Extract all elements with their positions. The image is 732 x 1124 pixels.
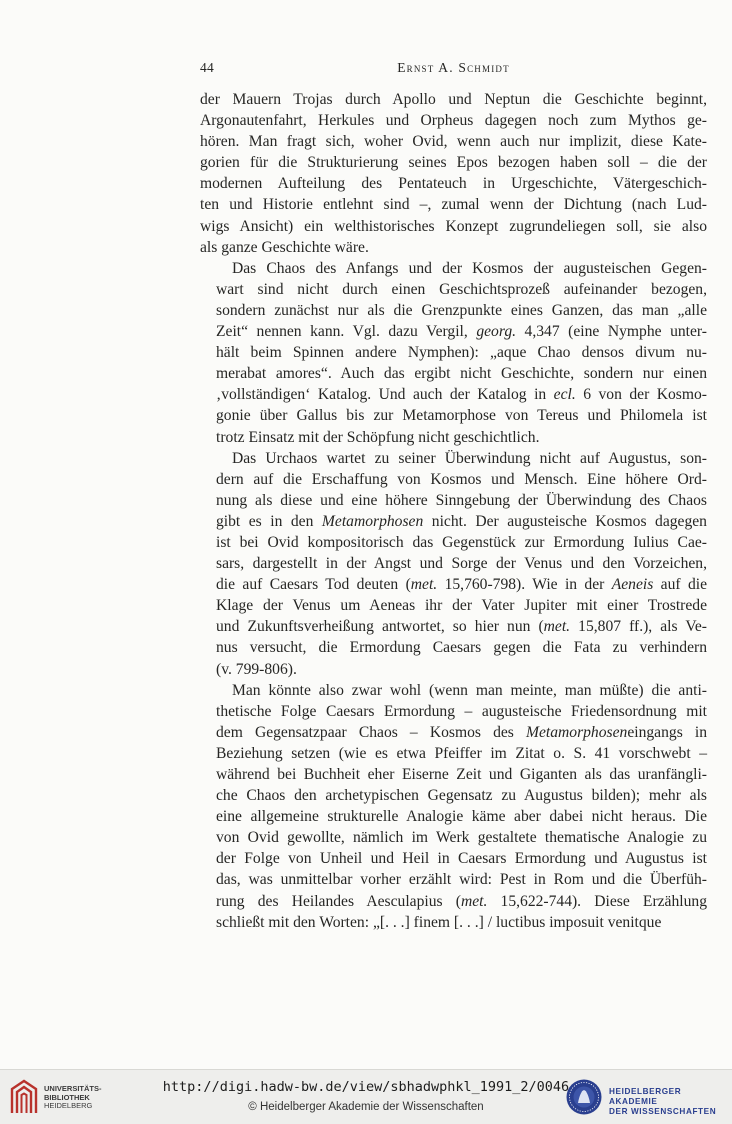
text-line [200,637,707,658]
text-line [200,258,707,279]
text-segment: 6 von der Kosmo- [575,386,707,404]
copyright-notice: © Heidelberger Akademie der Wissenschaften [248,1101,484,1113]
text-segment: als ganze Geschichte wäre. [200,238,369,256]
text-line [200,384,707,405]
text-segment: das, was unmittelbar vorher erzählt wird: Pest in Rom und die Überfüh- [216,871,707,889]
text-segment: 4,347 (eine Nymphe unter- [516,323,707,341]
text-segment: hören. Man fragt sich, woher Ovid, wenn auch nur implizit, diese Kate- [200,133,707,151]
body-text [200,89,707,933]
italic-title: Metamorphosen [525,723,628,741]
text-line [200,806,707,827]
text-line [200,194,707,215]
text-line [200,363,707,384]
text-line [200,448,707,469]
text-segment: rung des Heilandes Aesculapius ( [216,892,461,910]
text-segment: der Mauern Trojas durch Apollo und Neptun die Geschichte beginnt, [200,91,707,108]
text-segment: modernen Aufteilung des Pentateuch in Urgeschichte, Vätergeschich- [200,175,707,193]
text-segment: eine allgemeine strukturelle Analogie käme aber dabei nicht heraus. Die [216,808,707,826]
text-segment: wigs Ansicht) ein welthistorisches Konzept zugrundeliegen soll, sie also [200,217,707,235]
text-segment: Zeit“ nennen kann. Vgl. dazu Vergil, [216,323,477,341]
italic-title: met. [460,892,488,910]
paragraph [200,448,707,680]
text-segment: dem Gegensatzpaar Chaos – Kosmos des [216,723,526,741]
text-line [200,342,707,363]
text-line [200,89,707,110]
text-line [200,869,707,890]
text-line [200,511,707,532]
footer-bar [0,1069,732,1124]
text-segment: 15,760-798). Wie in der [437,576,612,594]
italic-title: ecl. [553,386,576,404]
text-line [200,469,707,490]
text-line [200,785,707,806]
text-segment: (v. 799-806). [216,660,297,678]
page-header [200,60,707,78]
text-segment: gorien für die Strukturierung seines Epos bezogen haben soll – die der [200,154,707,172]
italic-title: met. [543,618,571,636]
text-segment: Argonautenfahrt, Herkules und Orpheus dagegen noch zum Mythos ge- [200,112,707,130]
text-segment: merabat amores“. Auch das ergibt nicht Geschichte, sondern nur einen [216,365,707,383]
text-line [200,701,707,722]
text-line [200,827,707,848]
text-segment: die auf Caesars Tod deuten ( [216,576,411,594]
text-segment: dern auf die Erschaffung von Kosmos und Mensch. Eine höhere Ord- [216,470,707,488]
academy-line: DER WISSENSCHAFTEN [609,1107,717,1116]
text-segment: 15,622-744). Diese Erzählung [487,892,707,910]
text-line [200,131,707,152]
text-line [200,279,707,300]
italic-title: Aeneis [611,576,654,594]
text-line [200,891,707,912]
text-segment: thetische Folge Caesars Ermordung – augusteische Friedensordnung mit [216,702,707,720]
text-segment: trotz Einsatz mit der Schöpfung nicht geschichtlich. [216,428,540,446]
text-segment: auf die [653,576,707,594]
text-line [200,659,707,680]
text-line [200,848,707,869]
text-segment: schließt mit den Worten: „[. . .] finem [. . .] / luctibus imposuit venitque [216,913,662,931]
text-segment: gibt es in den [216,512,322,530]
text-line [200,532,707,553]
text-segment: während bei Buchheit eher Eiserne Zeit und Giganten als das uranfängli- [216,766,707,783]
text-segment: ten und Historie entlehnt sind –, zumal wenn der Dichtung (nach Lud- [200,196,707,214]
text-segment: Das Urchaos wartet zu seiner Überwindung nicht auf Augustus, son- [232,449,707,467]
academy-line: HEIDELBERGER AKADEMIE [609,1087,682,1106]
running-head: Ernst A. Schmidt [397,60,510,75]
text-segment: nung als diese und eine höhere Sinngebung der Überwindung des Chaos [216,491,707,509]
text-line [200,427,707,448]
text-segment: und Zukunftsverheißung antwortet, so hier nun ( [216,618,544,636]
text-line [200,490,707,511]
text-line [200,616,707,637]
text-line [200,912,707,933]
permalink-url[interactable]: http://digi.hadw-bw.de/view/sbhadwphkl_1991_2/0046 [162,1079,570,1095]
academy-name[interactable] [609,1087,732,1117]
text-line [200,722,707,743]
page-number: 44 [200,60,215,75]
library-line: BIBLIOTHEK [44,1092,90,1102]
text-line [200,300,707,321]
text-segment: Klage der Venus um Aeneas ihr der Vater Jupiter mit einer Trostrede [216,597,707,615]
text-line [200,680,707,701]
text-segment: Man könnte also zwar wohl (wenn man meinte, man müßte) die anti- [232,681,707,699]
text-line [200,764,707,785]
text-line [200,110,707,131]
text-line [200,574,707,595]
paragraph [200,680,707,933]
text-segment: der Folge von Unheil und Heil in Caesars Ermordung und Augustus ist [216,850,707,868]
text-line [200,152,707,173]
text-segment: nus versucht, die Ermordung Caesars gegen die Fata zu verhindern [216,639,707,657]
text-segment: 15,807 ff.), als Ve- [570,618,707,636]
text-segment: eingangs in [627,723,707,741]
text-line [200,553,707,574]
italic-title: met. [410,576,438,594]
text-segment: wart sind nicht durch einen Geschichtsprozeß aufeinander bezogen, [216,280,707,298]
text-line [200,216,707,237]
text-line [200,405,707,426]
paragraph [200,258,707,448]
text-segment: ist bei Ovid kompositorisch das Gegenstück zur Ermordung Iulius Cae- [216,533,707,551]
text-line [200,237,707,258]
text-line [200,595,707,616]
text-line [200,321,707,342]
text-segment: ‚vollständigen‘ Katalog. Und auch der Katalog in [216,386,554,404]
text-segment: che Chaos den archetypischen Gegensatz zu Augustus bilden); mehr als [216,787,707,805]
text-line [200,743,707,764]
text-segment: hält beim Spinnen andere Nymphen): „aque Chao densos divum nu- [216,344,707,362]
text-segment: sondern zunächst nur als die Grenzpunkte eines Ganzen, das man „alle [216,301,707,319]
text-segment: von Ovid gewollte, nämlich im Werk gestaltete thematische Analogie zu [216,829,707,847]
text-segment: Das Chaos des Anfangs und der Kosmos der augusteischen Gegen- [232,259,707,277]
text-segment: sars, dargestellt in der Angst und Sorge der Venus und den Vorzeichen, [216,555,707,573]
text-segment: gonie über Gallus bis zur Metamorphose von Tereus und Philomela ist [216,407,707,425]
paragraph [200,89,707,258]
italic-title: georg. [476,323,517,341]
italic-title: Metamorphosen [321,512,424,530]
library-line: UNIVERSITÄTS- [44,1084,102,1093]
text-line [200,173,707,194]
hadw-seal-icon[interactable] [565,1078,603,1116]
library-line: HEIDELBERG [44,1101,93,1111]
text-segment: Beziehung setzen (wie es etwa Pfeiffer im Zitat o. S. 41 vorschwebt – [216,744,707,762]
text-segment: nicht. Der augusteische Kosmos dagegen [423,512,707,530]
